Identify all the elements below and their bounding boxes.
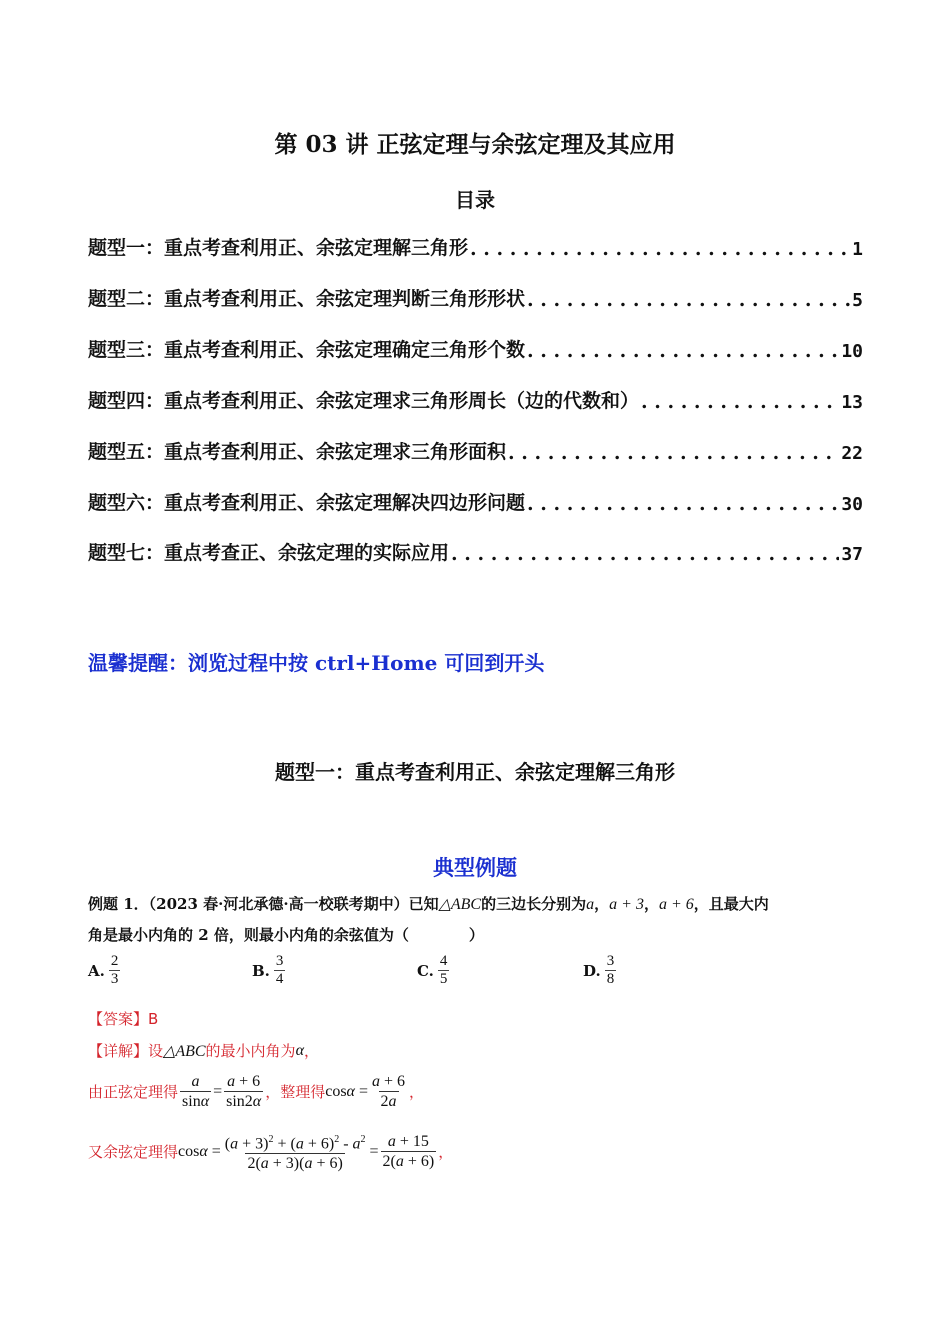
- detail-end: ，: [303, 1042, 319, 1060]
- fraction-denominator: 5: [439, 971, 448, 987]
- side-a-plus-3: a + 3: [609, 896, 644, 913]
- toc-item-label: 题型一：重点考查利用正、余弦定理解三角形: [88, 237, 469, 259]
- solution-cosine-law-line: 又余弦定理得 cosα = $\frac{(a + 3)^2 + (a + 6)^2 - a^2}{2(a + 3)(a + 6)}$ = $\frac{a + 15}{2(a + 6)}$ ，: [88, 1130, 453, 1173]
- option-b[interactable]: [252, 953, 285, 988]
- triangle-abc: △ABC: [438, 896, 482, 913]
- toc-item-page: 22: [841, 443, 863, 464]
- toc-item-1[interactable]: [88, 232, 863, 260]
- option-fraction: [605, 953, 617, 988]
- cos-alpha-fraction: $\frac{a + 6}{2a}$: [371, 1073, 406, 1110]
- toc-item-label: 题型四：重点考查利用正、余弦定理求三角形周长（边的代数和）: [88, 390, 640, 412]
- sine-law-fraction-left: $\frac{a}{\sin\alpha}$: [182, 1073, 210, 1110]
- navigation-tip: 温馨提醒：浏览过程中按 ctrl+Home 可回到开头: [88, 651, 545, 675]
- example-suffix: ，且最大内: [693, 895, 769, 913]
- option-letter: A.: [88, 961, 105, 980]
- option-a[interactable]: [88, 953, 120, 988]
- example-prefix: 例题 1．（2023 春·河北承德·高一校联考期中）已知: [88, 895, 439, 913]
- fraction-denominator: 4: [275, 971, 284, 987]
- option-fraction: [274, 953, 286, 988]
- toc-item-5[interactable]: [88, 436, 863, 464]
- cosine-law-prefix: 又余弦定理得: [88, 1143, 179, 1162]
- toc-item-label: 题型七：重点考查正、余弦定理的实际应用: [88, 542, 450, 564]
- sine-law-end: ，: [409, 1083, 425, 1101]
- cosine-law-end: ，: [438, 1143, 454, 1162]
- fraction-numerator: 3: [606, 953, 615, 969]
- solution-detail-line: [88, 1040, 319, 1061]
- detail-triangle: △ABC: [163, 1042, 206, 1060]
- toc-leader-dots: [451, 543, 839, 565]
- fraction-denominator: 3: [110, 971, 119, 987]
- toc-item-page: 10: [841, 341, 863, 362]
- fraction-numerator: 3: [275, 953, 284, 969]
- option-fraction: [438, 953, 450, 988]
- solution-sine-law-line: 由正弦定理得 $\frac{a}{\sin\alpha}$ = $\frac{a + 6}{\sin 2\alpha}$ ，整理得 cosα = $\frac{a + 6}{2a}$ ，: [88, 1073, 425, 1110]
- toc-leader-dots: [527, 289, 850, 311]
- toc-leader-dots: [527, 340, 839, 362]
- cosine-law-simplified: $\frac{a + 15}{2(a + 6)}$: [382, 1133, 435, 1171]
- section-title: 题型一：重点考查利用正、余弦定理解三角形: [275, 760, 675, 784]
- toc-item-3[interactable]: [88, 334, 863, 362]
- toc-item-label: 题型六：重点考查利用正、余弦定理解决四边形问题: [88, 492, 526, 514]
- side-a-plus-6: a + 6: [658, 896, 694, 913]
- toc-item-page: 37: [841, 544, 863, 565]
- toc-item-2[interactable]: [88, 283, 863, 311]
- toc-leader-dots: [508, 442, 839, 464]
- toc-heading: 目录: [455, 188, 495, 212]
- example-mid: 的三边长分别为: [481, 895, 587, 913]
- fraction-numerator: 2: [110, 953, 119, 969]
- cosine-law-fraction: $\frac{(a + 3)^2 + (a + 6)^2 - a^2}{2(a + 3)(a + 6)}$: [224, 1134, 366, 1173]
- option-letter: B.: [252, 961, 270, 980]
- option-c[interactable]: [417, 953, 449, 988]
- sine-law-mid: ，整理得: [265, 1083, 326, 1101]
- document-title: 第 03 讲 正弦定理与余弦定理及其应用: [274, 131, 676, 158]
- toc-item-label: 题型二：重点考查利用正、余弦定理判断三角形形状: [88, 288, 526, 310]
- fraction-denominator: 8: [606, 971, 615, 987]
- option-letter: C.: [417, 961, 434, 980]
- toc-item-page: 13: [841, 392, 863, 413]
- fraction-numerator: 4: [439, 953, 448, 969]
- toc-item-7[interactable]: [88, 537, 863, 565]
- side-a: a: [586, 896, 595, 913]
- sine-law-prefix: 由正弦定理得: [88, 1083, 179, 1101]
- section-subtitle: 典型例题: [433, 855, 517, 880]
- toc-item-page: 5: [852, 290, 863, 311]
- toc-item-6[interactable]: [88, 487, 863, 515]
- answer-line: 【答案】B: [88, 1010, 159, 1028]
- toc-leader-dots: [470, 238, 850, 260]
- toc-leader-dots: [527, 493, 839, 515]
- toc-item-label: 题型五：重点考查利用正、余弦定理求三角形面积: [88, 441, 507, 463]
- detail-alpha: α: [295, 1041, 304, 1059]
- example-question-line-1: 例题 1．（2023 春·河北承德·高一校联考期中）已知△ABC的三边长分别为a，a + 3，a + 6，且最大内: [88, 895, 769, 913]
- toc-item-page: 30: [841, 494, 863, 515]
- option-d[interactable]: [583, 953, 616, 988]
- example-question-line-2: 角是最小内角的 2 倍，则最小内角的余弦值为（ ）: [88, 926, 484, 944]
- option-letter: D.: [583, 961, 601, 980]
- option-fraction: [109, 953, 121, 988]
- detail-mid: 的最小内角为: [205, 1042, 296, 1060]
- toc-leader-dots: [641, 391, 839, 413]
- toc-item-page: 1: [852, 239, 863, 260]
- toc-item-label: 题型三：重点考查利用正、余弦定理确定三角形个数: [88, 339, 526, 361]
- sine-law-fraction-right: $\frac{a + 6}{\sin 2\alpha}$: [226, 1073, 262, 1110]
- toc-item-4[interactable]: [88, 385, 863, 413]
- detail-prefix: 【详解】设: [88, 1042, 164, 1060]
